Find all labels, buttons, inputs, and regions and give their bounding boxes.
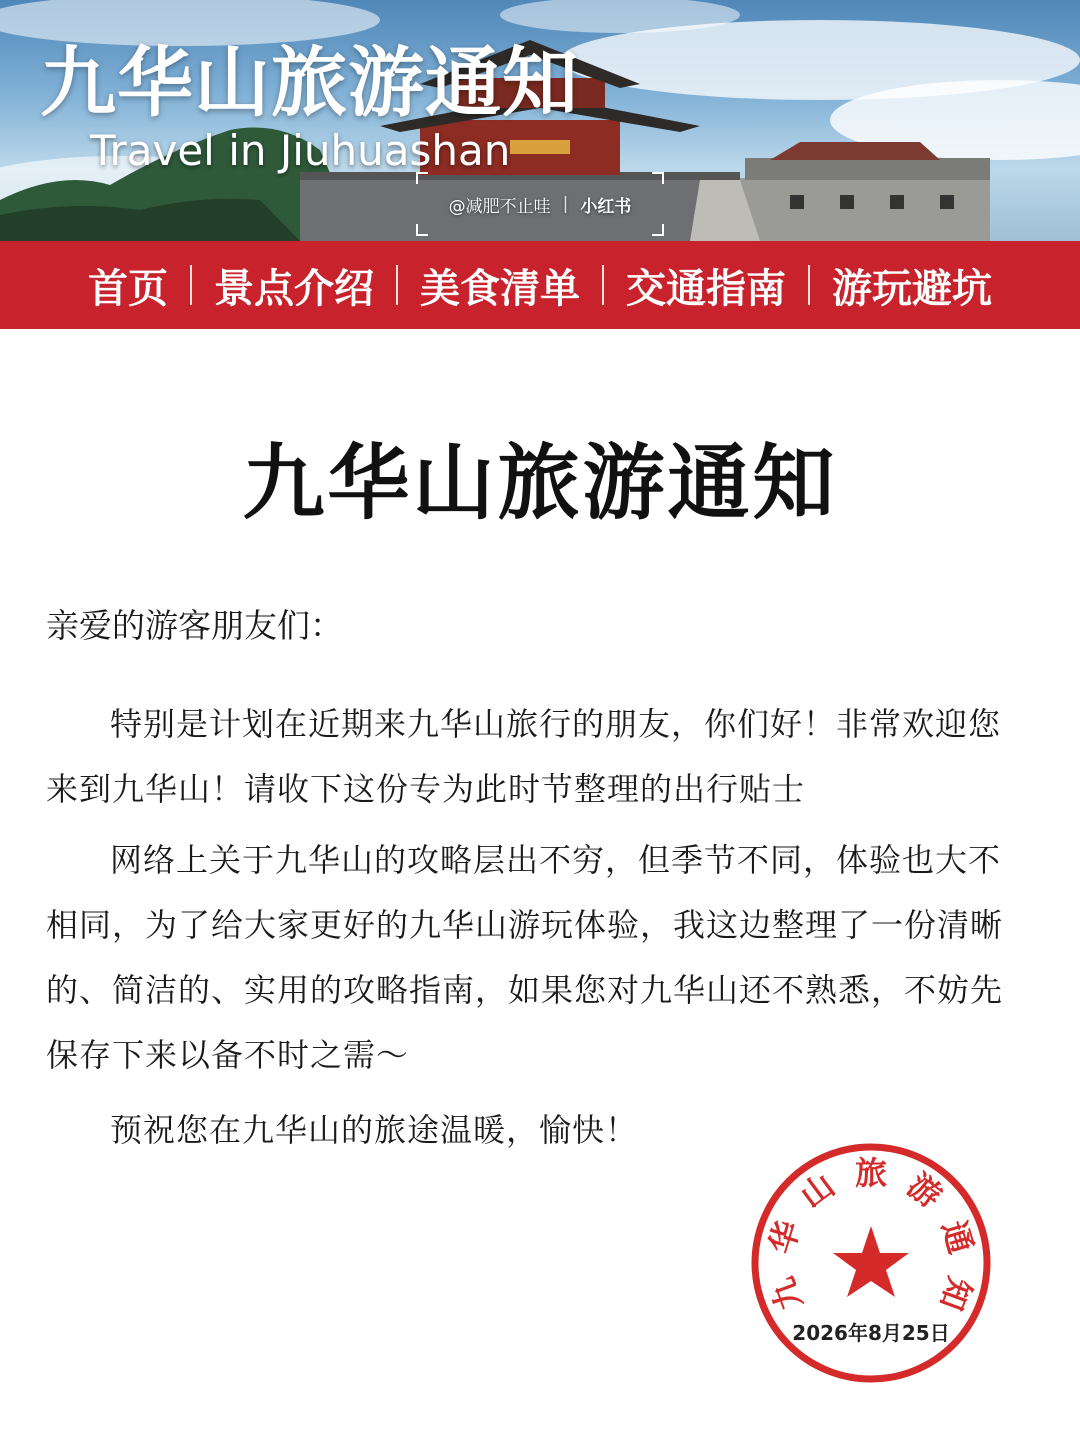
nav-item-tips[interactable]: 游玩避坑 [832, 265, 992, 312]
watermark-divider: | [562, 194, 569, 214]
seal-char: 通 [934, 1216, 981, 1259]
watermark-corner [416, 224, 428, 236]
seal-char: 游 [900, 1165, 949, 1216]
page-title: 九华山旅游通知 [242, 436, 838, 531]
watermark-corner [416, 172, 428, 184]
nav-item-transport[interactable]: 交通指南 [626, 265, 786, 312]
seal-char: 知 [932, 1272, 979, 1316]
seal-char: 九 [763, 1272, 810, 1316]
nav-bar [0, 241, 1080, 329]
watermark-corner [652, 172, 664, 184]
seal-char: 华 [761, 1216, 808, 1259]
nav-item-attractions[interactable]: 景点介绍 [214, 265, 374, 312]
banner-subtitle: Travel in Jiuhuashan [90, 126, 511, 175]
watermark [416, 172, 664, 236]
paragraph: 特别是计划在近期来九华山旅行的朋友，你们好！非常欢迎您来到九华山！请收下这份专为此时节整理的出行贴士 [46, 705, 1002, 808]
star-icon [833, 1226, 909, 1297]
seal-char: 山 [793, 1165, 842, 1216]
seal-char: 旅 [854, 1154, 888, 1192]
seal-date: 2026年8月25日 [792, 1321, 950, 1345]
nav-item-food[interactable]: 美食清单 [420, 265, 580, 312]
header-banner [0, 0, 1080, 241]
banner-title: 九华山旅游通知 [40, 38, 579, 127]
watermark-corner [652, 224, 664, 236]
greeting: 亲爱的游客朋友们： [46, 606, 343, 645]
watermark-user: @减肥不止哇 [448, 196, 551, 217]
nav-item-home[interactable]: 首页 [88, 265, 168, 312]
paragraph: 网络上关于九华山的攻略层出不穷，但季节不同，体验也大不相同，为了给大家更好的九华山游玩体验，我这边整理了一份清晰的、简洁的、实用的攻略指南，如果您对九华山还不熟悉，不妨先保存下来以备不时之需～ [46, 841, 1004, 1074]
watermark-brand: 小红书 [580, 196, 632, 217]
paragraph: 预祝您在九华山的旅途温暖，愉快！ [110, 1111, 639, 1149]
official-seal [748, 1140, 994, 1386]
